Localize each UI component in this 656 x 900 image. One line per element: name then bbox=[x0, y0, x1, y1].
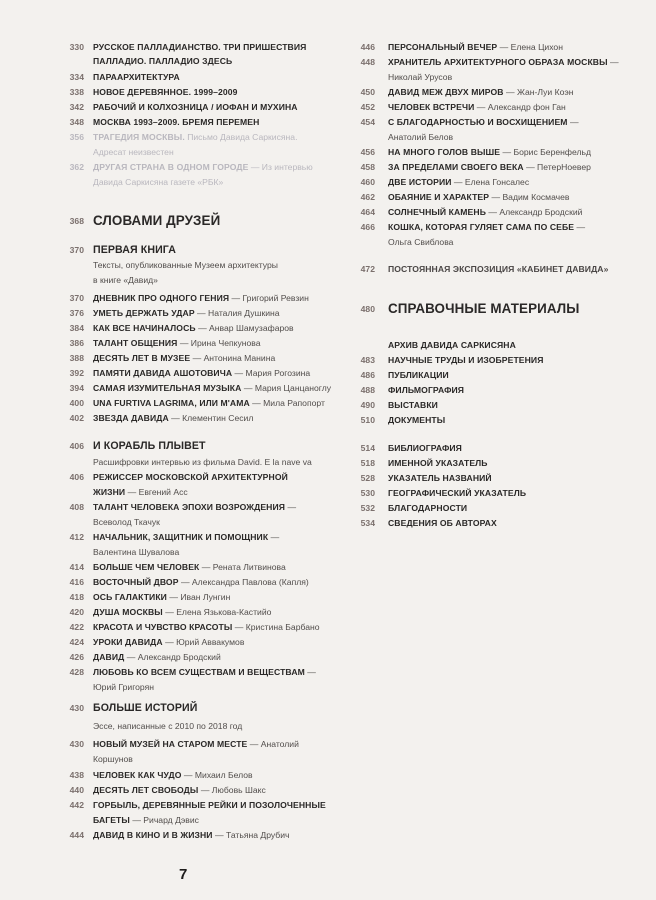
toc-entry-title: КОШКА, КОТОРАЯ ГУЛЯЕТ САМА ПО СЕБЕ bbox=[388, 222, 575, 232]
toc-entry-title: ЧЕЛОВЕК КАК ЧУДО bbox=[93, 770, 182, 780]
toc-entry-text bbox=[93, 115, 259, 130]
toc-page-number: 376 bbox=[69, 308, 84, 318]
toc-page-number: 448 bbox=[360, 57, 375, 67]
toc-entry-title: ЧЕЛОВЕК ВСТРЕЧИ bbox=[388, 102, 475, 112]
toc-entry-text bbox=[93, 828, 290, 843]
toc-entry-author: — Мила Рапопорт bbox=[252, 398, 325, 408]
toc-entry-author: Ольга Свиблова bbox=[388, 237, 454, 247]
toc-entry-text bbox=[93, 500, 296, 515]
toc-page-number: 362 bbox=[69, 162, 84, 172]
toc-entry-text bbox=[388, 413, 445, 428]
toc-entry-author: Расшифровки интервью из фильма David. E la nave va bbox=[93, 457, 312, 467]
toc-entry-author: Давида Саркисяна газете «РБК» bbox=[93, 177, 224, 187]
toc-entry-title: БЛАГОДАРНОСТИ bbox=[388, 503, 468, 513]
toc-entry-text bbox=[93, 145, 174, 160]
toc-entry-title: И КОРАБЛЬ ПЛЫВЕТ bbox=[93, 440, 206, 452]
toc-entry-author: — Михаил Белов bbox=[183, 770, 253, 780]
toc-page-number: 488 bbox=[360, 385, 375, 395]
toc-entry-title: ДРУГАЯ СТРАНА В ОДНОМ ГОРОДЕ bbox=[93, 162, 249, 172]
toc-entry-author: — Елена Гонсалес bbox=[453, 177, 530, 187]
toc-entry-text bbox=[388, 100, 566, 115]
toc-entry-text bbox=[93, 605, 271, 620]
toc-entry-title: ХРАНИТЕЛЬ АРХИТЕКТУРНОГО ОБРАЗА МОСКВЫ bbox=[388, 57, 608, 67]
toc-page-number: 532 bbox=[360, 503, 375, 513]
toc-entry-text bbox=[388, 55, 619, 70]
toc-entry-text bbox=[93, 665, 316, 680]
toc-entry-title: МОСКВА 1993–2009. БРЕМЯ ПЕРЕМЕН bbox=[93, 117, 260, 127]
toc-page-number: 483 bbox=[360, 355, 375, 365]
toc-entry-author: — Анвар Шамузафаров bbox=[198, 323, 294, 333]
toc-page-number: 342 bbox=[69, 102, 84, 112]
toc-entry-author: Всеволод Ткачук bbox=[93, 517, 160, 527]
toc-entry-author: — Анатолий bbox=[249, 739, 299, 749]
toc-entry-author: — bbox=[287, 502, 297, 512]
toc-page-number: 348 bbox=[69, 117, 84, 127]
toc-page-number: 414 bbox=[69, 562, 84, 572]
toc-page-number: 400 bbox=[69, 398, 84, 408]
toc-entry-text bbox=[388, 398, 438, 413]
toc-entry-author: — Елена Цихон bbox=[499, 42, 563, 52]
toc-entry-title: ПЕРСОНАЛЬНЫЙ ВЕЧЕР bbox=[388, 42, 498, 52]
toc-entry-title: УКАЗАТЕЛЬ НАЗВАНИЙ bbox=[388, 473, 492, 483]
toc-entry-title: ГОРБЫЛЬ, ДЕРЕВЯННЫЕ РЕЙКИ И ПОЗОЛОЧЕННЫЕ bbox=[93, 800, 326, 810]
toc-entry-text bbox=[93, 530, 279, 545]
toc-entry-text bbox=[388, 235, 453, 250]
toc-page-number: 460 bbox=[360, 177, 375, 187]
toc-page-number: 442 bbox=[69, 800, 84, 810]
toc-entry-author: Коршунов bbox=[93, 754, 133, 764]
toc-page-number: 424 bbox=[69, 637, 84, 647]
toc-entry-text bbox=[93, 130, 297, 145]
toc-entry-title: НОВЫЙ МУЗЕЙ НА СТАРОМ МЕСТЕ bbox=[93, 739, 248, 749]
toc-page-number: 490 bbox=[360, 400, 375, 410]
toc-entry-title: НАЧАЛЬНИК, ЗАЩИТНИК И ПОМОЩНИК bbox=[93, 532, 269, 542]
toc-entry-author: — Александр Бродский bbox=[126, 652, 221, 662]
toc-page-number: 454 bbox=[360, 117, 375, 127]
toc-entry-title: ТАЛАНТ ОБЩЕНИЯ bbox=[93, 338, 178, 348]
toc-page-number: 462 bbox=[360, 192, 375, 202]
toc-entry-title: UNA FURTIVA LAGRIMA, ИЛИ М'АМА bbox=[93, 398, 250, 408]
toc-page-number: 418 bbox=[69, 592, 84, 602]
toc-entry-author: — Елена Язькова-Кастийо bbox=[165, 607, 272, 617]
toc-entry-title: КРАСОТА И ЧУВСТВО КРАСОТЫ bbox=[93, 622, 233, 632]
toc-entry-title: НАУЧНЫЕ ТРУДЫ И ИЗОБРЕТЕНИЯ bbox=[388, 355, 544, 365]
toc-entry-author: — Александр фон Ган bbox=[476, 102, 566, 112]
toc-entry-title: СПРАВОЧНЫЕ МАТЕРИАЛЫ bbox=[388, 301, 580, 316]
toc-entry-text bbox=[93, 100, 298, 115]
toc-page-number: 334 bbox=[69, 72, 84, 82]
toc-page-number: 384 bbox=[69, 323, 84, 333]
toc-entry-text bbox=[388, 516, 497, 531]
toc-entry-title: ДОКУМЕНТЫ bbox=[388, 415, 446, 425]
toc-entry-title: НОВОЕ ДЕРЕВЯННОЕ. 1999–2009 bbox=[93, 87, 238, 97]
toc-page-number: 534 bbox=[360, 518, 375, 528]
toc-entry-text bbox=[388, 40, 563, 55]
toc-page-number: 480 bbox=[360, 304, 375, 314]
toc-entry-author: — Александр Бродский bbox=[488, 207, 583, 217]
toc-entry-text bbox=[93, 783, 266, 798]
toc-entry-title: ЗВЕЗДА ДАВИДА bbox=[93, 413, 169, 423]
toc-entry-text bbox=[93, 351, 275, 366]
toc-entry-title: УМЕТЬ ДЕРЖАТЬ УДАР bbox=[93, 308, 195, 318]
toc-entry-author: — Рената Литвинова bbox=[201, 562, 286, 572]
toc-entry-author: — Наталия Душкина bbox=[197, 308, 280, 318]
toc-entry-text bbox=[93, 737, 299, 752]
toc-entry-author: — bbox=[270, 532, 280, 542]
toc-entry-title: ПАРААРХИТЕКТУРА bbox=[93, 72, 180, 82]
toc-entry-title: ГЕОГРАФИЧЕСКИЙ УКАЗАТЕЛЬ bbox=[388, 488, 527, 498]
toc-entry-text bbox=[93, 560, 286, 575]
toc-entry-text bbox=[93, 40, 306, 55]
toc-entry-author: Тексты, опубликованные Музеем архитектуры bbox=[93, 260, 278, 270]
toc-entry-text bbox=[93, 701, 197, 716]
toc-entry-title: БАГЕТЫ bbox=[93, 815, 130, 825]
toc-page-number: 430 bbox=[69, 703, 84, 713]
toc-page-number: 370 bbox=[69, 245, 84, 255]
toc-entry-title: ДАВИД bbox=[93, 652, 125, 662]
toc-entry-author: Николай Урусов bbox=[388, 72, 453, 82]
toc-page-number: 472 bbox=[360, 264, 375, 274]
toc-page-number: 408 bbox=[69, 502, 84, 512]
toc-entry-author: — Мария Цанцаноглу bbox=[243, 383, 332, 393]
toc-entry-title: ВЫСТАВКИ bbox=[388, 400, 438, 410]
toc-entry-author: — Ричард Дэвис bbox=[132, 815, 199, 825]
toc-entry-text bbox=[388, 262, 609, 277]
toc-entry-author: — Жан-Луи Коэн bbox=[505, 87, 574, 97]
toc-entry-text bbox=[388, 190, 569, 205]
toc-page-number: 388 bbox=[69, 353, 84, 363]
toc-entry-text bbox=[388, 456, 488, 471]
toc-entry-author: — Любовь Шакс bbox=[200, 785, 266, 795]
toc-entry-text bbox=[93, 258, 278, 273]
toc-entry-author: — Григорий Ревзин bbox=[231, 293, 309, 303]
toc-entry-title: СВЕДЕНИЯ ОБ АВТОРАХ bbox=[388, 518, 497, 528]
toc-entry-author: — bbox=[610, 57, 619, 67]
toc-entry-title: РЕЖИССЕР МОСКОВСКОЙ АРХИТЕКТУРНОЙ bbox=[93, 472, 288, 482]
toc-entry-title: СОЛНЕЧНЫЙ КАМЕНЬ bbox=[388, 207, 486, 217]
toc-entry-author: — Иван Лунгин bbox=[169, 592, 231, 602]
toc-entry-author: — Александра Павлова (Капля) bbox=[180, 577, 309, 587]
toc-entry-text bbox=[93, 813, 199, 828]
toc-entry-text bbox=[388, 353, 544, 368]
toc-page-number: 330 bbox=[69, 42, 84, 52]
toc-page-number: 458 bbox=[360, 162, 375, 172]
toc-page-number: 530 bbox=[360, 488, 375, 498]
toc-entry-text bbox=[388, 220, 585, 235]
toc-entry-text bbox=[388, 383, 464, 398]
toc-entry-title: СЛОВАМИ ДРУЗЕЙ bbox=[93, 213, 221, 228]
toc-entry-text bbox=[93, 54, 232, 69]
toc-page-number: 514 bbox=[360, 443, 375, 453]
toc-entry-text bbox=[93, 396, 325, 411]
toc-entry-title: ВОСТОЧНЫЙ ДВОР bbox=[93, 577, 179, 587]
toc-entry-title: РАБОЧИЙ И КОЛХОЗНИЦА / ИОФАН И МУХИНА bbox=[93, 102, 298, 112]
toc-page-number: 356 bbox=[69, 132, 84, 142]
toc-page-number: 510 bbox=[360, 415, 375, 425]
toc-page-number: 438 bbox=[69, 770, 84, 780]
toc-entry-text bbox=[93, 273, 158, 288]
toc-page-number: 412 bbox=[69, 532, 84, 542]
toc-entry-title: БИБЛИОГРАФИЯ bbox=[388, 443, 462, 453]
toc-entry-title: РУССКОЕ ПАЛЛАДИАНСТВО. ТРИ ПРИШЕСТВИЯ bbox=[93, 42, 307, 52]
toc-entry-title: ПЕРВАЯ КНИГА bbox=[93, 244, 176, 256]
toc-entry-author: — bbox=[569, 117, 579, 127]
toc-entry-text bbox=[93, 70, 180, 85]
toc-entry-text bbox=[388, 501, 467, 516]
toc-entry-text bbox=[93, 650, 221, 665]
toc-entry-author: — Из интервью bbox=[250, 162, 313, 172]
toc-entry-text bbox=[388, 441, 462, 456]
toc-entry-title: С БЛАГОДАРНОСТЬЮ И ВОСХИЩЕНИЕМ bbox=[388, 117, 568, 127]
toc-page-number: 420 bbox=[69, 607, 84, 617]
toc-entry-title: ЛЮБОВЬ КО ВСЕМ СУЩЕСТВАМ И ВЕЩЕСТВАМ bbox=[93, 667, 305, 677]
toc-page-number: 464 bbox=[360, 207, 375, 217]
toc-entry-author: Анатолий Белов bbox=[388, 132, 454, 142]
toc-page-number: 370 bbox=[69, 293, 84, 303]
toc-entry-text bbox=[93, 752, 133, 767]
toc-entry-title: САМАЯ ИЗУМИТЕЛЬНАЯ МУЗЫКА bbox=[93, 383, 242, 393]
toc-entry-text bbox=[388, 486, 526, 501]
toc-page-number: 368 bbox=[69, 216, 84, 226]
toc-page-number: 450 bbox=[360, 87, 375, 97]
toc-entry-author: — ПетерНоевер bbox=[526, 162, 591, 172]
toc-page-number: 338 bbox=[69, 87, 84, 97]
toc-page-number: 428 bbox=[69, 667, 84, 677]
toc-entry-text bbox=[93, 160, 313, 175]
toc-entry-text bbox=[93, 175, 223, 190]
toc-entry-text bbox=[93, 439, 206, 454]
toc-entry-author: Эссе, написанные с 2010 по 2018 год bbox=[93, 721, 243, 731]
toc-entry-title: БОЛЬШЕ ЧЕМ ЧЕЛОВЕК bbox=[93, 562, 200, 572]
toc-entry-text bbox=[93, 620, 320, 635]
toc-entry-text bbox=[93, 455, 312, 470]
toc-entry-title: УРОКИ ДАВИДА bbox=[93, 637, 163, 647]
toc-entry-author: — Татьяна Друбич bbox=[214, 830, 290, 840]
toc-entry-text bbox=[93, 306, 280, 321]
toc-page-number: 406 bbox=[69, 472, 84, 482]
toc-entry-title: ТРАГЕДИЯ МОСКВЫ. bbox=[93, 132, 185, 142]
toc-entry-author: — Мария Рогозина bbox=[234, 368, 311, 378]
toc-entry-text bbox=[93, 411, 253, 426]
toc-entry-author: — Евгений Асс bbox=[127, 487, 188, 497]
toc-entry-author: — Клементин Сесил bbox=[171, 413, 254, 423]
toc-page-number: 426 bbox=[69, 652, 84, 662]
toc-entry-text bbox=[93, 635, 244, 650]
toc-page-number: 392 bbox=[69, 368, 84, 378]
toc-entry-text bbox=[93, 381, 331, 396]
toc-page-number: 466 bbox=[360, 222, 375, 232]
toc-entry-title: ИМЕННОЙ УКАЗАТЕЛЬ bbox=[388, 458, 488, 468]
toc-entry-text bbox=[93, 243, 176, 258]
toc-entry-title: ТАЛАНТ ЧЕЛОВЕКА ЭПОХИ ВОЗРОЖДЕНИЯ bbox=[93, 502, 286, 512]
toc-entry-title: ДВЕ ИСТОРИИ bbox=[388, 177, 452, 187]
toc-entry-author: — Ирина Чепкунова bbox=[179, 338, 261, 348]
toc-entry-author: Валентина Шувалова bbox=[93, 547, 180, 557]
toc-entry-author: — Борис Беренфельд bbox=[502, 147, 591, 157]
toc-entry-text bbox=[388, 160, 591, 175]
toc-page-number: 422 bbox=[69, 622, 84, 632]
toc-entry-title: ДАВИД В КИНО И В ЖИЗНИ bbox=[93, 830, 213, 840]
toc-entry-author: — Кристина Барбано bbox=[234, 622, 320, 632]
toc-entry-title: ДУША МОСКВЫ bbox=[93, 607, 163, 617]
toc-entry-text bbox=[388, 130, 453, 145]
toc-entry-text bbox=[93, 590, 230, 605]
toc-entry-title: ОБАЯНИЕ И ХАРАКТЕР bbox=[388, 192, 490, 202]
toc-entry-text bbox=[388, 175, 529, 190]
toc-entry-text bbox=[93, 470, 288, 485]
toc-entry-title: АРХИВ ДАВИДА САРКИСЯНА bbox=[388, 340, 516, 350]
toc-entry-text bbox=[93, 719, 242, 734]
toc-entry-text bbox=[93, 291, 309, 306]
toc-page-number: 386 bbox=[69, 338, 84, 348]
toc-entry-title: КАК ВСЕ НАЧИНАЛОСЬ bbox=[93, 323, 196, 333]
toc-entry-text bbox=[93, 366, 310, 381]
toc-entry-text bbox=[93, 798, 326, 813]
toc-entry-author: — Вадим Космачев bbox=[491, 192, 570, 202]
toc-entry-text bbox=[388, 145, 591, 160]
toc-entry-title: ДАВИД МЕЖ ДВУХ МИРОВ bbox=[388, 87, 504, 97]
toc-entry-text bbox=[93, 575, 309, 590]
toc-entry-text bbox=[93, 680, 154, 695]
toc-entry-title: ФИЛЬМОГРАФИЯ bbox=[388, 385, 465, 395]
toc-entry-text bbox=[388, 85, 574, 100]
toc-page-number: 456 bbox=[360, 147, 375, 157]
toc-entry-text bbox=[93, 321, 294, 336]
toc-page-number: 444 bbox=[69, 830, 84, 840]
toc-entry-text bbox=[93, 485, 188, 500]
toc-entry-title: ДЕСЯТЬ ЛЕТ В МУЗЕЕ bbox=[93, 353, 191, 363]
toc-entry-text bbox=[93, 545, 179, 560]
toc-page-number: 394 bbox=[69, 383, 84, 393]
toc-entry-title: ПОСТОЯННАЯ ЭКСПОЗИЦИЯ «КАБИНЕТ ДАВИДА» bbox=[388, 264, 609, 274]
toc-entry-text bbox=[388, 338, 516, 353]
toc-entry-text bbox=[93, 336, 261, 351]
toc-entry-title: ДНЕВНИК ПРО ОДНОГО ГЕНИЯ bbox=[93, 293, 230, 303]
toc-page-number: 402 bbox=[69, 413, 84, 423]
toc-entry-author: — Юрий Аввакумов bbox=[165, 637, 245, 647]
toc-entry-text bbox=[388, 300, 579, 318]
page-number: 7 bbox=[179, 866, 188, 883]
toc-entry-author: — bbox=[307, 667, 316, 677]
toc-entry-title: ДЕСЯТЬ ЛЕТ СВОБОДЫ bbox=[93, 785, 199, 795]
toc-page-number: 518 bbox=[360, 458, 375, 468]
toc-entry-title: ПАЛЛАДИО. ПАЛЛАДИО ЗДЕСЬ bbox=[93, 56, 233, 66]
toc-entry-title: ОСЬ ГАЛАКТИКИ bbox=[93, 592, 167, 602]
toc-entry-title: НА МНОГО ГОЛОВ ВЫШЕ bbox=[388, 147, 501, 157]
toc-page-number: 416 bbox=[69, 577, 84, 587]
toc-entry-text bbox=[388, 70, 452, 85]
toc-entry-text bbox=[388, 205, 582, 220]
toc-entry-title: ЖИЗНИ bbox=[93, 487, 126, 497]
toc-entry-title: ПУБЛИКАЦИИ bbox=[388, 370, 449, 380]
toc-entry-author: в книге «Давид» bbox=[93, 275, 158, 285]
toc-entry-text bbox=[388, 115, 579, 130]
toc-entry-text bbox=[93, 768, 253, 783]
toc-page-number: 486 bbox=[360, 370, 375, 380]
toc-entry-text bbox=[93, 515, 160, 530]
toc-page-number: 446 bbox=[360, 42, 375, 52]
toc-page-number: 406 bbox=[69, 441, 84, 451]
toc-entry-author: Адресат неизвестен bbox=[93, 147, 174, 157]
toc-entry-title: БОЛЬШЕ ИСТОРИЙ bbox=[93, 702, 198, 714]
toc-page-number: 440 bbox=[69, 785, 84, 795]
toc-page-number: 430 bbox=[69, 739, 84, 749]
toc-entry-author: Юрий Григорян bbox=[93, 682, 155, 692]
toc-entry-text bbox=[388, 471, 492, 486]
toc-entry-text bbox=[93, 212, 220, 230]
toc-page-number: 452 bbox=[360, 102, 375, 112]
toc-entry-text bbox=[93, 85, 238, 100]
toc-page-number: 528 bbox=[360, 473, 375, 483]
toc-entry-author: — bbox=[576, 222, 586, 232]
toc-entry-title: ЗА ПРЕДЕЛАМИ СВОЕГО ВЕКА bbox=[388, 162, 524, 172]
toc-entry-author: — Антонина Манина bbox=[192, 353, 276, 363]
toc-entry-author: Письмо Давида Саркисяна. bbox=[187, 132, 298, 142]
toc-entry-text bbox=[388, 368, 449, 383]
toc-entry-title: ПАМЯТИ ДАВИДА АШОТОВИЧА bbox=[93, 368, 233, 378]
